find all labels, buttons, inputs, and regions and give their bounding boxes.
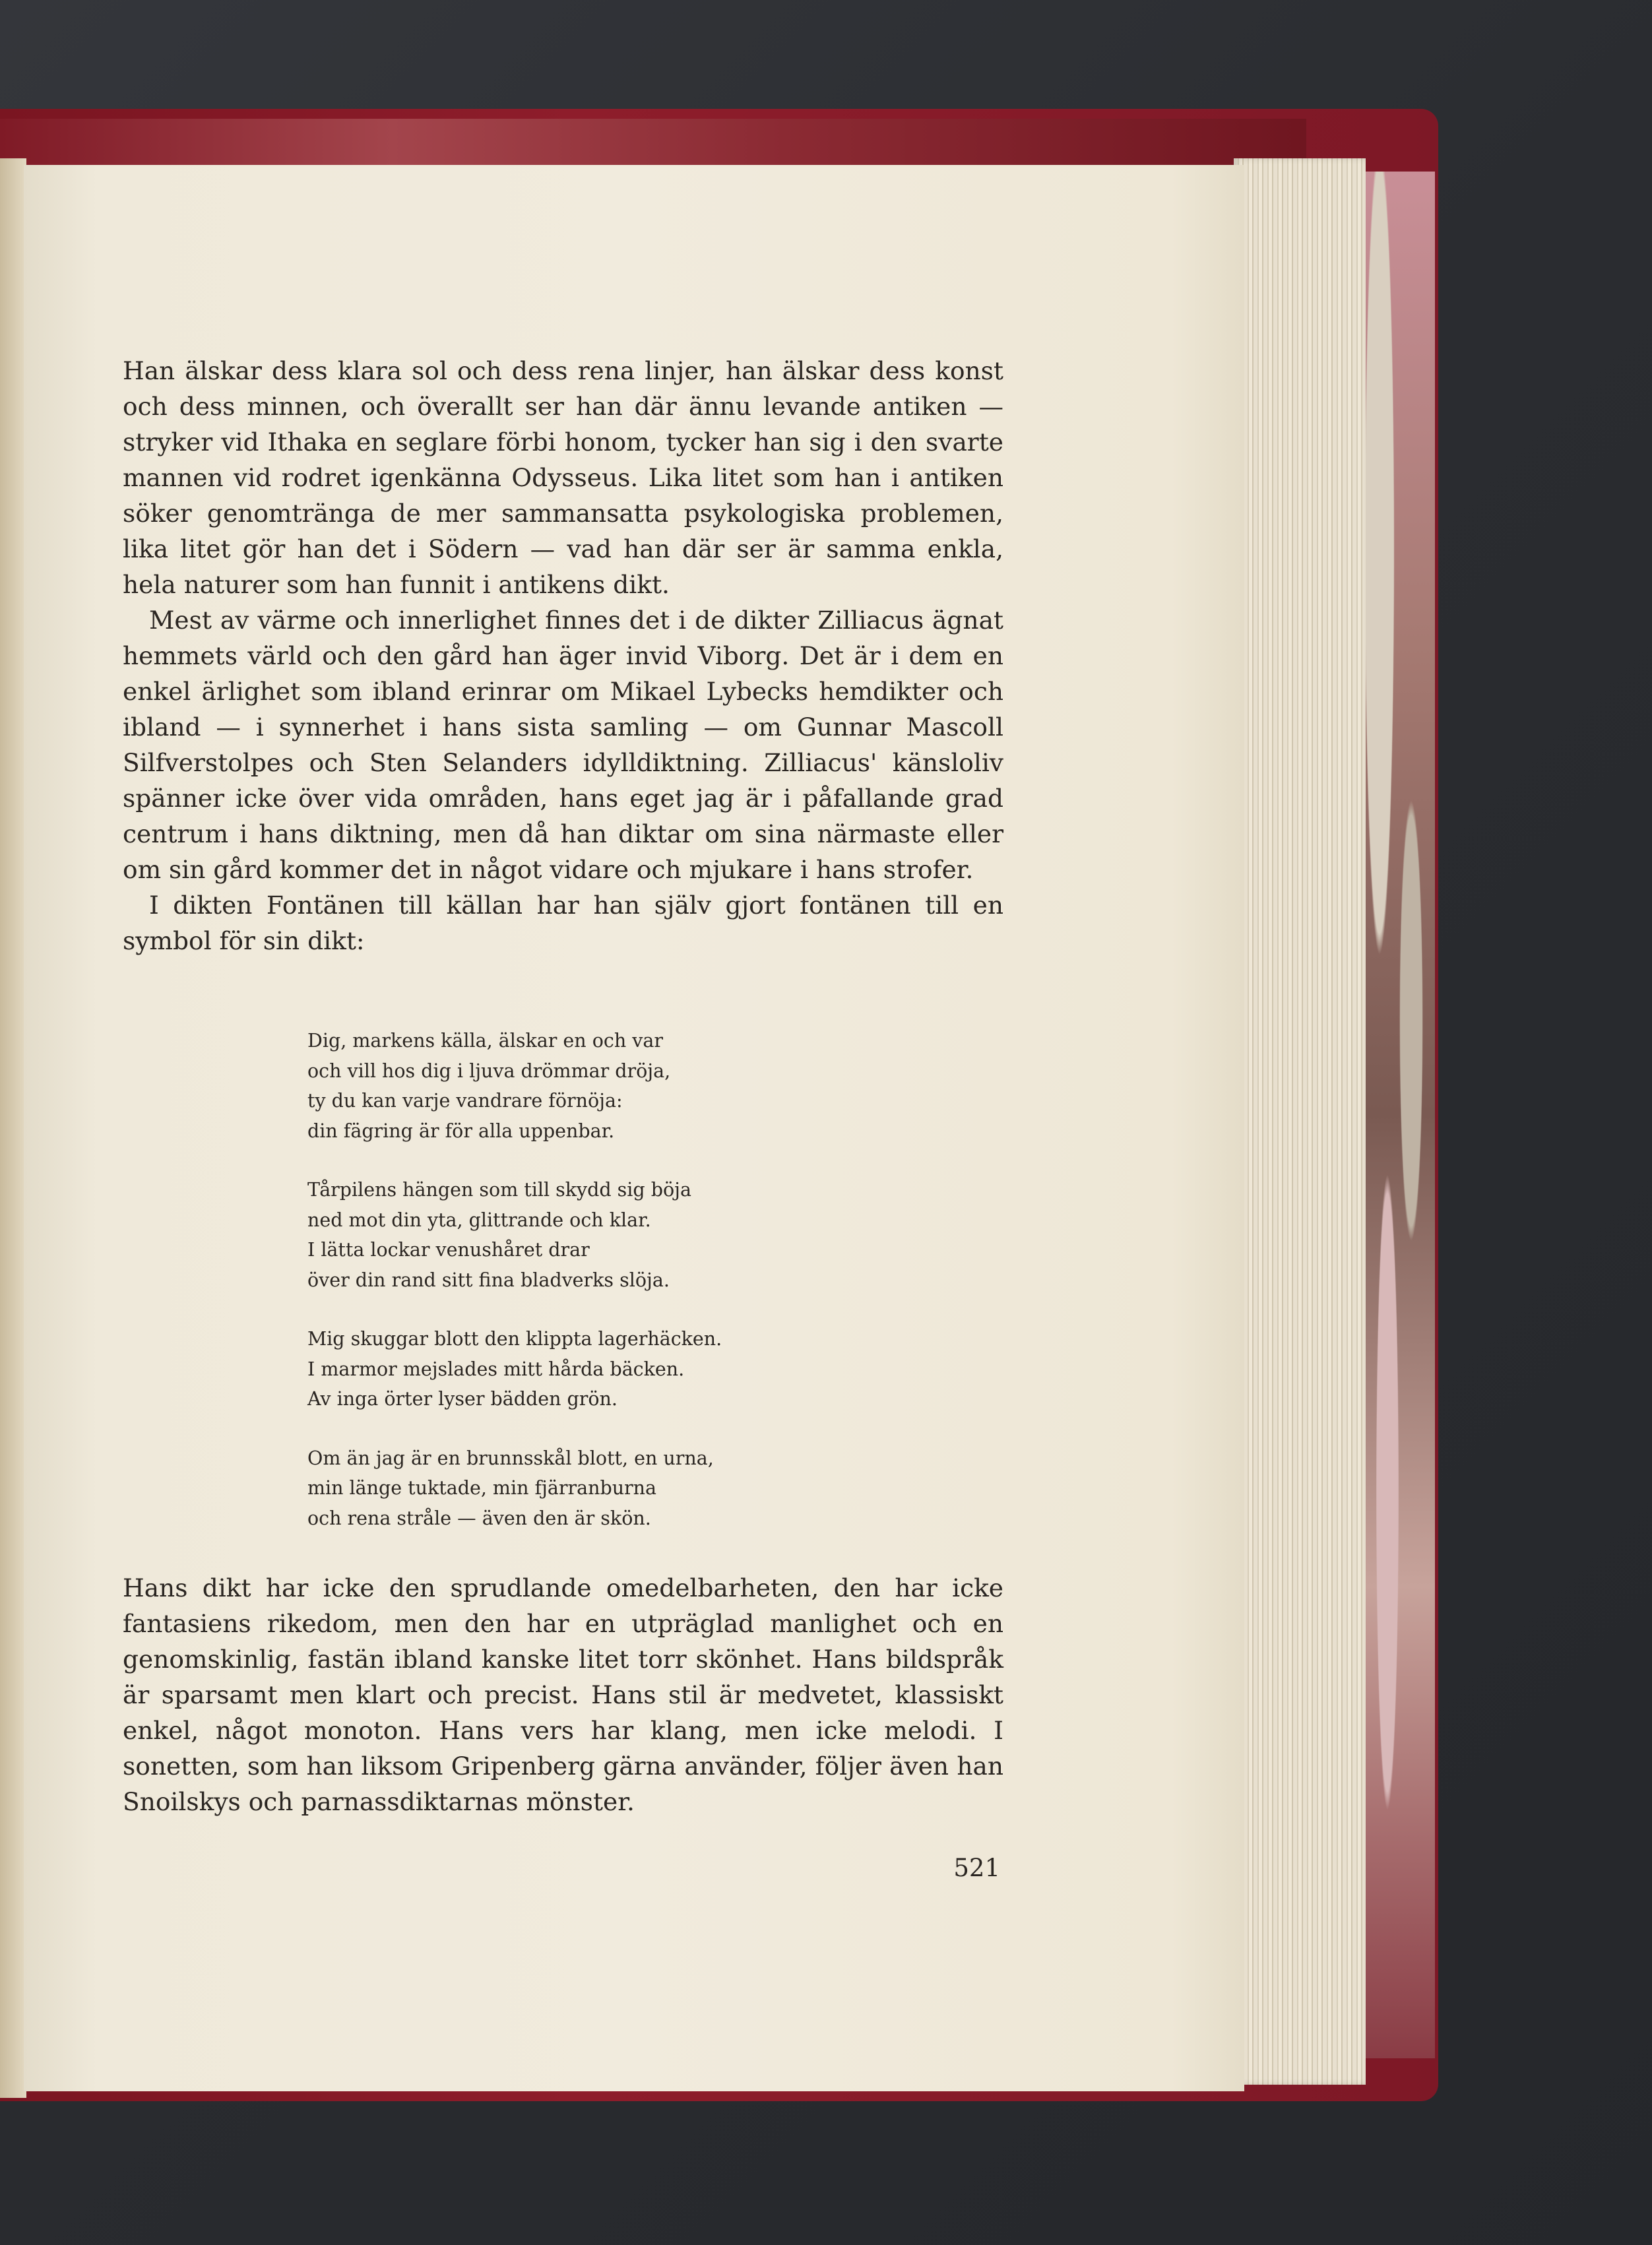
poem-line: Dig, markens källa, älskar en och var: [307, 1030, 663, 1052]
poem-line: och vill hos dig i ljuva drömmar dröja,: [307, 1059, 671, 1082]
sonnet: [307, 1026, 967, 1562]
marbled-endpaper: [1356, 172, 1435, 2058]
body-text-top: [123, 353, 1003, 959]
page-number: 521: [953, 1854, 1000, 1882]
poem-line: ty du kan varje vandrare förnöja:: [307, 1090, 623, 1112]
poem-line: I lätta lockar venushåret drar: [307, 1239, 590, 1261]
paragraph-1: Han älskar dess klara sol och dess rena linjer, han älskar dess konst och dess minnen, och överallt ser han där ännu levande antiken — stryker vid Ithaka en seglare förbi honom, tycker han sig i den svarte mannen vid rodret igenkänna Odysseus. Lika litet som han i antiken söker genomtränga de mer sammansatta psykologiska problemen, lika litet gör han det i Södern — vad han där ser är samma enkla, hela naturer som han funnit i antikens dikt.: [123, 356, 1003, 599]
book-page: [24, 165, 1244, 2091]
poem-line: Av inga örter lyser bädden grön.: [307, 1388, 618, 1410]
page-edges: [1234, 158, 1366, 2085]
stanza-3: [307, 1324, 967, 1414]
poem-line: Mig skuggar blott den klippta lagerhäcken.: [307, 1328, 722, 1350]
stanza-1: [307, 1026, 967, 1146]
paragraph-2: Mest av värme och innerlighet finnes det i de dikter Zilliacus ägnat hemmets värld och den gård han äger invid Viborg. Det är i dem en enkel ärlighet som ibland erinrar om Mikael Lybecks hemdikter och ibland — i synnerhet i hans sista samling — om Gunnar Mascoll Silfverstolpes och Sten Selanders idylldiktning. Zilliacus' känsloliv spänner icke över vida områden, hans eget jag är i påfallande grad centrum i hans diktning, men då han diktar om sina närmaste eller om sin gård kommer det in något vidare och mjukare i hans strofer.: [123, 606, 1003, 884]
poem-line: min länge tuktade, min fjärranburna: [307, 1477, 657, 1499]
poem-line: och rena stråle — även den är skön.: [307, 1507, 651, 1529]
paragraph-closing: Hans dikt har icke den sprudlande omedelbarheten, den har icke fantasiens rikedom, men den har en utpräglad manlighet och en genomskinlig, fastän ibland kanske litet torr skönhet. Hans bildspråk är sparsamt men klart och precist. Hans stil är medvetet, klassiskt enkel, något monoton. Hans vers har klang, men icke melodi. I sonetten, som han liksom Gripenberg gärna använder, följer även han Snoilskys och parnassdiktarnas mönster.: [123, 1573, 1003, 1816]
poem-line: I marmor mejslades mitt hårda bäcken.: [307, 1358, 685, 1380]
paragraph-3: I dikten Fontänen till källan har han själv gjort fontänen till en symbol för sin dikt:: [123, 891, 1003, 955]
poem-line: din fägring är för alla uppenbar.: [307, 1120, 615, 1142]
poem-line: Tårpilens hängen som till skydd sig böja: [307, 1179, 691, 1201]
page-spine-curl: [0, 158, 26, 2098]
stanza-2: [307, 1175, 967, 1295]
poem-line: ned mot din yta, glittrande och klar.: [307, 1209, 651, 1231]
stanza-4: [307, 1443, 967, 1534]
poem-line: Om än jag är en brunnsskål blott, en urna,: [307, 1447, 714, 1469]
body-text-bottom: [123, 1570, 1003, 1819]
poem-line: över din rand sitt fina bladverks slöja.: [307, 1269, 670, 1291]
